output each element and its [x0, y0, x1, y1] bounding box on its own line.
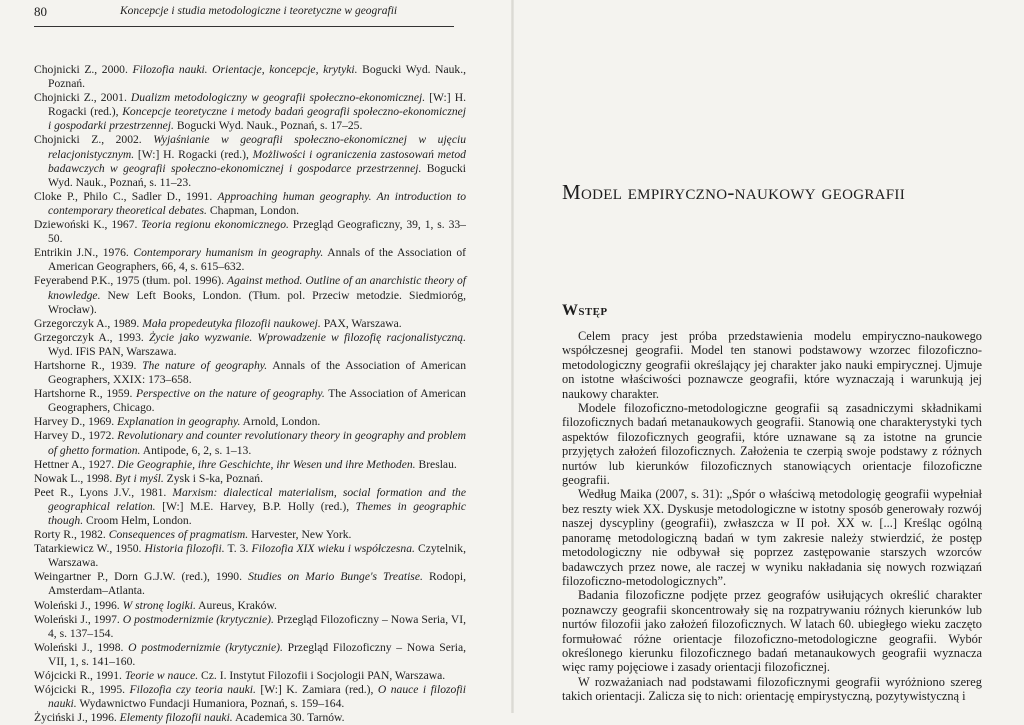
- reference-title: O nauce i filozofii nauki.: [48, 683, 467, 711]
- reference-text: Nowak L., 1998.: [34, 471, 116, 485]
- body-paragraph: Modele filozoficzno-metodologiczne geografii są zasadniczymi składnikami filozoficznych badań metanaukowych geografii. Stanowią one charakterystyki tych aspektów filozoficznych geografii, które uznawane są za istotne na gruncie przyjętych założeń filozoficznych. Założenia te czerpią swoje podstawy z różnych nurtów lub kierunków filozoficznych stanowiących orientacje filozoficzne geografii.: [562, 401, 982, 488]
- reference-title: Życie jako wyzwanie. Wprowadzenie w filozofię racjonalistyczną.: [148, 330, 466, 344]
- body-text: [562, 329, 982, 704]
- reference-text: Academica 30. Tarnów.: [232, 711, 345, 725]
- reference-text: Chojnicki Z., 2002.: [34, 133, 154, 147]
- reference-text: T. 3.: [224, 542, 252, 556]
- running-head-title: Koncepcje i studia metodologiczne i teoretyczne w geografii: [120, 5, 398, 17]
- reference-title: Studies on Mario Bunge's Treatise.: [248, 570, 423, 584]
- reference-text: Peet R., Lyons J.V., 1981.: [34, 485, 173, 499]
- reference-text: Harvester, New York.: [248, 528, 352, 542]
- reference-entry: [34, 63, 466, 91]
- reference-title: Możliwości i ograniczenia zastosowań metod badawczych w geografii społeczno-ekonomicznej i gospodarce przestrzennej.: [48, 147, 466, 175]
- reference-text: Grzegorczyk A., 1993.: [34, 330, 149, 344]
- reference-title: Consequences of pragmatism.: [108, 528, 249, 542]
- reference-text: The Association of American Geographers, Chicago.: [48, 387, 466, 415]
- reference-text: Annals of the Association of American Geographers, XXIX: 173–658.: [48, 358, 466, 387]
- reference-text: Chojnicki Z., 2000.: [34, 63, 133, 76]
- reference-text: Życiński J., 1996.: [34, 711, 120, 725]
- reference-entry: [34, 486, 466, 528]
- reference-title: O postmodernizmie (krytycznie).: [128, 640, 283, 654]
- reference-text: Chojnicki Z., 2001.: [34, 91, 131, 105]
- reference-title: Revolutionary and counter revolutionary theory in geography and problem of ghetto formation.: [48, 429, 466, 457]
- reference-title: O postmodernizmie (krytycznie).: [122, 612, 274, 626]
- reference-title: Historia filozofii.: [144, 542, 225, 556]
- reference-text: Breslau.: [415, 457, 457, 471]
- reference-title: Perspective on the nature of geography.: [136, 387, 325, 401]
- reference-title: Dualizm metodologiczny w geografii społeczno-ekonomicznej.: [130, 91, 426, 105]
- reference-text: Woleński J., 1996.: [34, 598, 123, 612]
- reference-title: Filozofia XIX wieku i współczesna.: [251, 542, 415, 556]
- reference-title: Contemporary humanism in geography.: [133, 246, 324, 260]
- reference-text: Woleński J., 1997.: [34, 612, 123, 626]
- reference-text: Grzegorczyk A., 1989.: [34, 316, 143, 330]
- reference-entry: [34, 274, 466, 316]
- reference-text: Croom Helm, London.: [83, 514, 192, 527]
- reference-text: Bogucki Wyd. Nauk., Poznań.: [48, 63, 467, 91]
- reference-title: Koncepcje teoretyczne i metody badań geografii społeczno-ekonomicznej i gospodarki przestrzennej.: [48, 105, 466, 133]
- reference-text: Aureus, Kraków.: [195, 598, 277, 612]
- reference-entry: [34, 599, 466, 613]
- reference-entry: [34, 133, 466, 189]
- reference-text: Przegląd Geograficzny, 39, 1, s. 33–50.: [48, 218, 466, 246]
- body-paragraph: W rozważaniach nad podstawami filozoficznymi geografii wyróżniono szereg takich orientacji. Zalicza się to nich: orientację empirystyczną, pozytywistyczną i: [562, 674, 982, 704]
- reference-text: Chapman, London.: [206, 203, 300, 217]
- reference-text: [W:] H. Rogacki (red.),: [134, 147, 253, 161]
- page-number: 80: [34, 4, 47, 19]
- reference-text: Feyerabend P.K., 1975 (tłum. pol. 1996).: [34, 274, 227, 288]
- reference-entry: [34, 570, 466, 598]
- reference-entry: [34, 91, 466, 133]
- reference-title: Die Geographie, ihre Geschichte, ihr Wesen und ihre Methoden.: [117, 457, 416, 471]
- reference-entry: [34, 331, 466, 359]
- body-paragraph: Badania filozoficzne podjęte przez geografów usiłujących określić charakter poznawczy geografii skoncentrowały się na rozpatrywaniu różnych kierunków lub nurtów filozofii jako założeń filozoficznych. W latach 60. ubiegłego wieku zaczęto formułować różne orientacje filozoficzno-metodologiczne geografii. Wybór określonego kierunku filozoficznego badań metanaukowych geografii wyznacza więc ramy pojęciowe i zasady orientacji filozoficznej.: [562, 588, 982, 675]
- reference-text: Wyd. IFiS PAN, Warszawa.: [48, 344, 177, 358]
- reference-text: Weingartner P., Dorn G.J.W. (red.), 1990.: [34, 570, 249, 584]
- reference-title: Approaching human geography. An introduction to contemporary theoretical debates.: [48, 189, 466, 217]
- right-page: [514, 0, 1024, 713]
- reference-entry: [34, 528, 466, 542]
- reference-entry: [34, 472, 466, 486]
- reference-text: Harvey D., 1969.: [34, 415, 118, 429]
- reference-title: Elementy filozofii nauki.: [119, 711, 233, 725]
- reference-title: Filozofia nauki. Orientacje, koncepcje, krytyki.: [132, 63, 358, 76]
- reference-entry: [34, 190, 466, 218]
- reference-title: Against method. Outline of an anarchistic theory of knowledge.: [48, 274, 466, 302]
- reference-text: Arnold, London.: [240, 415, 321, 429]
- body-paragraph: Celem pracy jest próba przedstawienia modelu empiryczno-naukowego współczesnej geografii. Model ten stanowi podstawowy wzorzec filozoficzno-metodologiczny geografii określający jej charakter jako nauki empirycznej. Ujmuje on istotne właściwości poznawcze geografii, które wyznaczają i warunkują jej naukowy charakter.: [562, 329, 982, 401]
- reference-text: PAX, Warszawa.: [320, 316, 402, 330]
- reference-entry: [34, 669, 466, 683]
- reference-title: Teoria regionu ekonomicznego.: [141, 218, 289, 232]
- reference-entry: [34, 458, 466, 472]
- reference-entry: [34, 429, 466, 457]
- reference-title: The nature of geography.: [142, 358, 268, 372]
- reference-text: Wydawnictwo Fundacji Humaniora, Poznań, s. 159–164.: [76, 697, 345, 711]
- reference-entry: [34, 387, 466, 415]
- reference-text: Zysk i S-ka, Poznań.: [163, 471, 263, 485]
- reference-text: Dziewoński K., 1967.: [34, 218, 142, 232]
- reference-title: Teorie w nauce.: [124, 669, 199, 683]
- reference-text: Bogucki Wyd. Nauk., Poznań, s. 11–23.: [48, 161, 466, 189]
- reference-text: [W:] M.E. Harvey, B.P. Holly (red.),: [155, 499, 356, 513]
- reference-text: Wójcicki R., 1991.: [34, 669, 125, 683]
- left-page: [0, 0, 511, 725]
- reference-title: Byt i myśl.: [115, 471, 164, 485]
- reference-text: Tatarkiewicz W., 1950.: [34, 542, 145, 556]
- reference-text: Wójcicki R., 1995.: [34, 683, 130, 697]
- reference-entry: [34, 683, 466, 711]
- body-paragraph: Według Maika (2007, s. 31): „Spór o właściwą metodologię geografii wypełniał bez reszty wiek XX. Dyskusje metodologiczne w istotny sposób generowały rozwój naszej dyscypliny (geografii), zwłaszcza w II poł. XX w. [...] Kreśląc ogólną panoramę metodologiczną badań w tym zakresie należy stwierdzić, że postęp metodologiczny nie odbywał się poprzez zastępowanie starszych wzorców badawczych przez nowe, ale raczej w wyniku nakładania się nowych rozwiązań filozoficzno-metodologicznych”.: [562, 487, 982, 588]
- reference-text: New Left Books, London. (Tłum. pol. Przeciw metodzie. Siedmioróg, Wrocław).: [48, 288, 466, 316]
- reference-title: Filozofia czy teoria nauki.: [129, 683, 256, 697]
- reference-text: Annals of the Association of American Geographers, 66, 4, s. 615–632.: [48, 246, 467, 274]
- chapter-title: Model empiryczno-naukowy geografii: [562, 180, 906, 204]
- reference-entry: [34, 415, 466, 429]
- reference-title: Mała propedeutyka filozofii naukowej.: [142, 316, 321, 330]
- reference-entry: [34, 613, 466, 641]
- reference-text: Rodopi, Amsterdam–Atlanta.: [48, 570, 466, 598]
- reference-entry: [34, 218, 466, 246]
- reference-text: Harvey D., 1972.: [34, 429, 118, 443]
- reference-text: Rorty R., 1982.: [34, 528, 109, 542]
- reference-text: Bogucki Wyd. Nauk., Poznań, s. 17–25.: [173, 119, 363, 133]
- reference-title: Explanation in geography.: [117, 415, 241, 429]
- reference-text: Woleński J., 1998.: [34, 640, 129, 654]
- reference-text: Hartshorne R., 1939.: [34, 358, 143, 372]
- reference-list: [34, 63, 466, 725]
- reference-text: Cloke P., Philo C., Sadler D., 1991.: [34, 189, 218, 203]
- reference-title: W stronę logiki.: [122, 598, 196, 612]
- reference-text: Hartshorne R., 1959.: [34, 387, 137, 401]
- reference-text: [W:] H. Rogacki (red.),: [48, 91, 466, 119]
- running-head: [34, 2, 454, 27]
- reference-entry: [34, 711, 466, 725]
- reference-entry: [34, 641, 466, 669]
- reference-entry: [34, 542, 466, 570]
- reference-text: [W:] K. Zamiara (red.),: [255, 683, 378, 697]
- reference-title: Themes in geographic though.: [48, 499, 466, 527]
- reference-text: Przegląd Filozoficzny – Nowa Seria, VI, 4, s. 137–154.: [48, 612, 466, 640]
- reference-text: Hettner A., 1927.: [34, 457, 118, 471]
- reference-text: Przegląd Filozoficzny – Nowa Seria, VII, 1, s. 141–160.: [48, 640, 466, 668]
- reference-entry: [34, 246, 466, 274]
- reference-title: Wyjaśnianie w geografii społeczno-ekonomicznej w ujęciu relacjonistycznym.: [48, 133, 466, 161]
- reference-title: Marxism: dialectical materialism, social formation and the geographical relation.: [48, 485, 466, 513]
- reference-entry: [34, 317, 466, 331]
- reference-text: Cz. I. Instytut Filozofii i Socjologii PAN, Warszawa.: [198, 669, 446, 683]
- reference-text: Entrikin J.N., 1976.: [34, 246, 134, 260]
- reference-text: Antipode, 6, 2, s. 1–13.: [140, 443, 252, 457]
- section-title: Wstęp: [562, 302, 608, 319]
- reference-entry: [34, 359, 466, 387]
- reference-text: Czytelnik, Warszawa.: [48, 542, 466, 570]
